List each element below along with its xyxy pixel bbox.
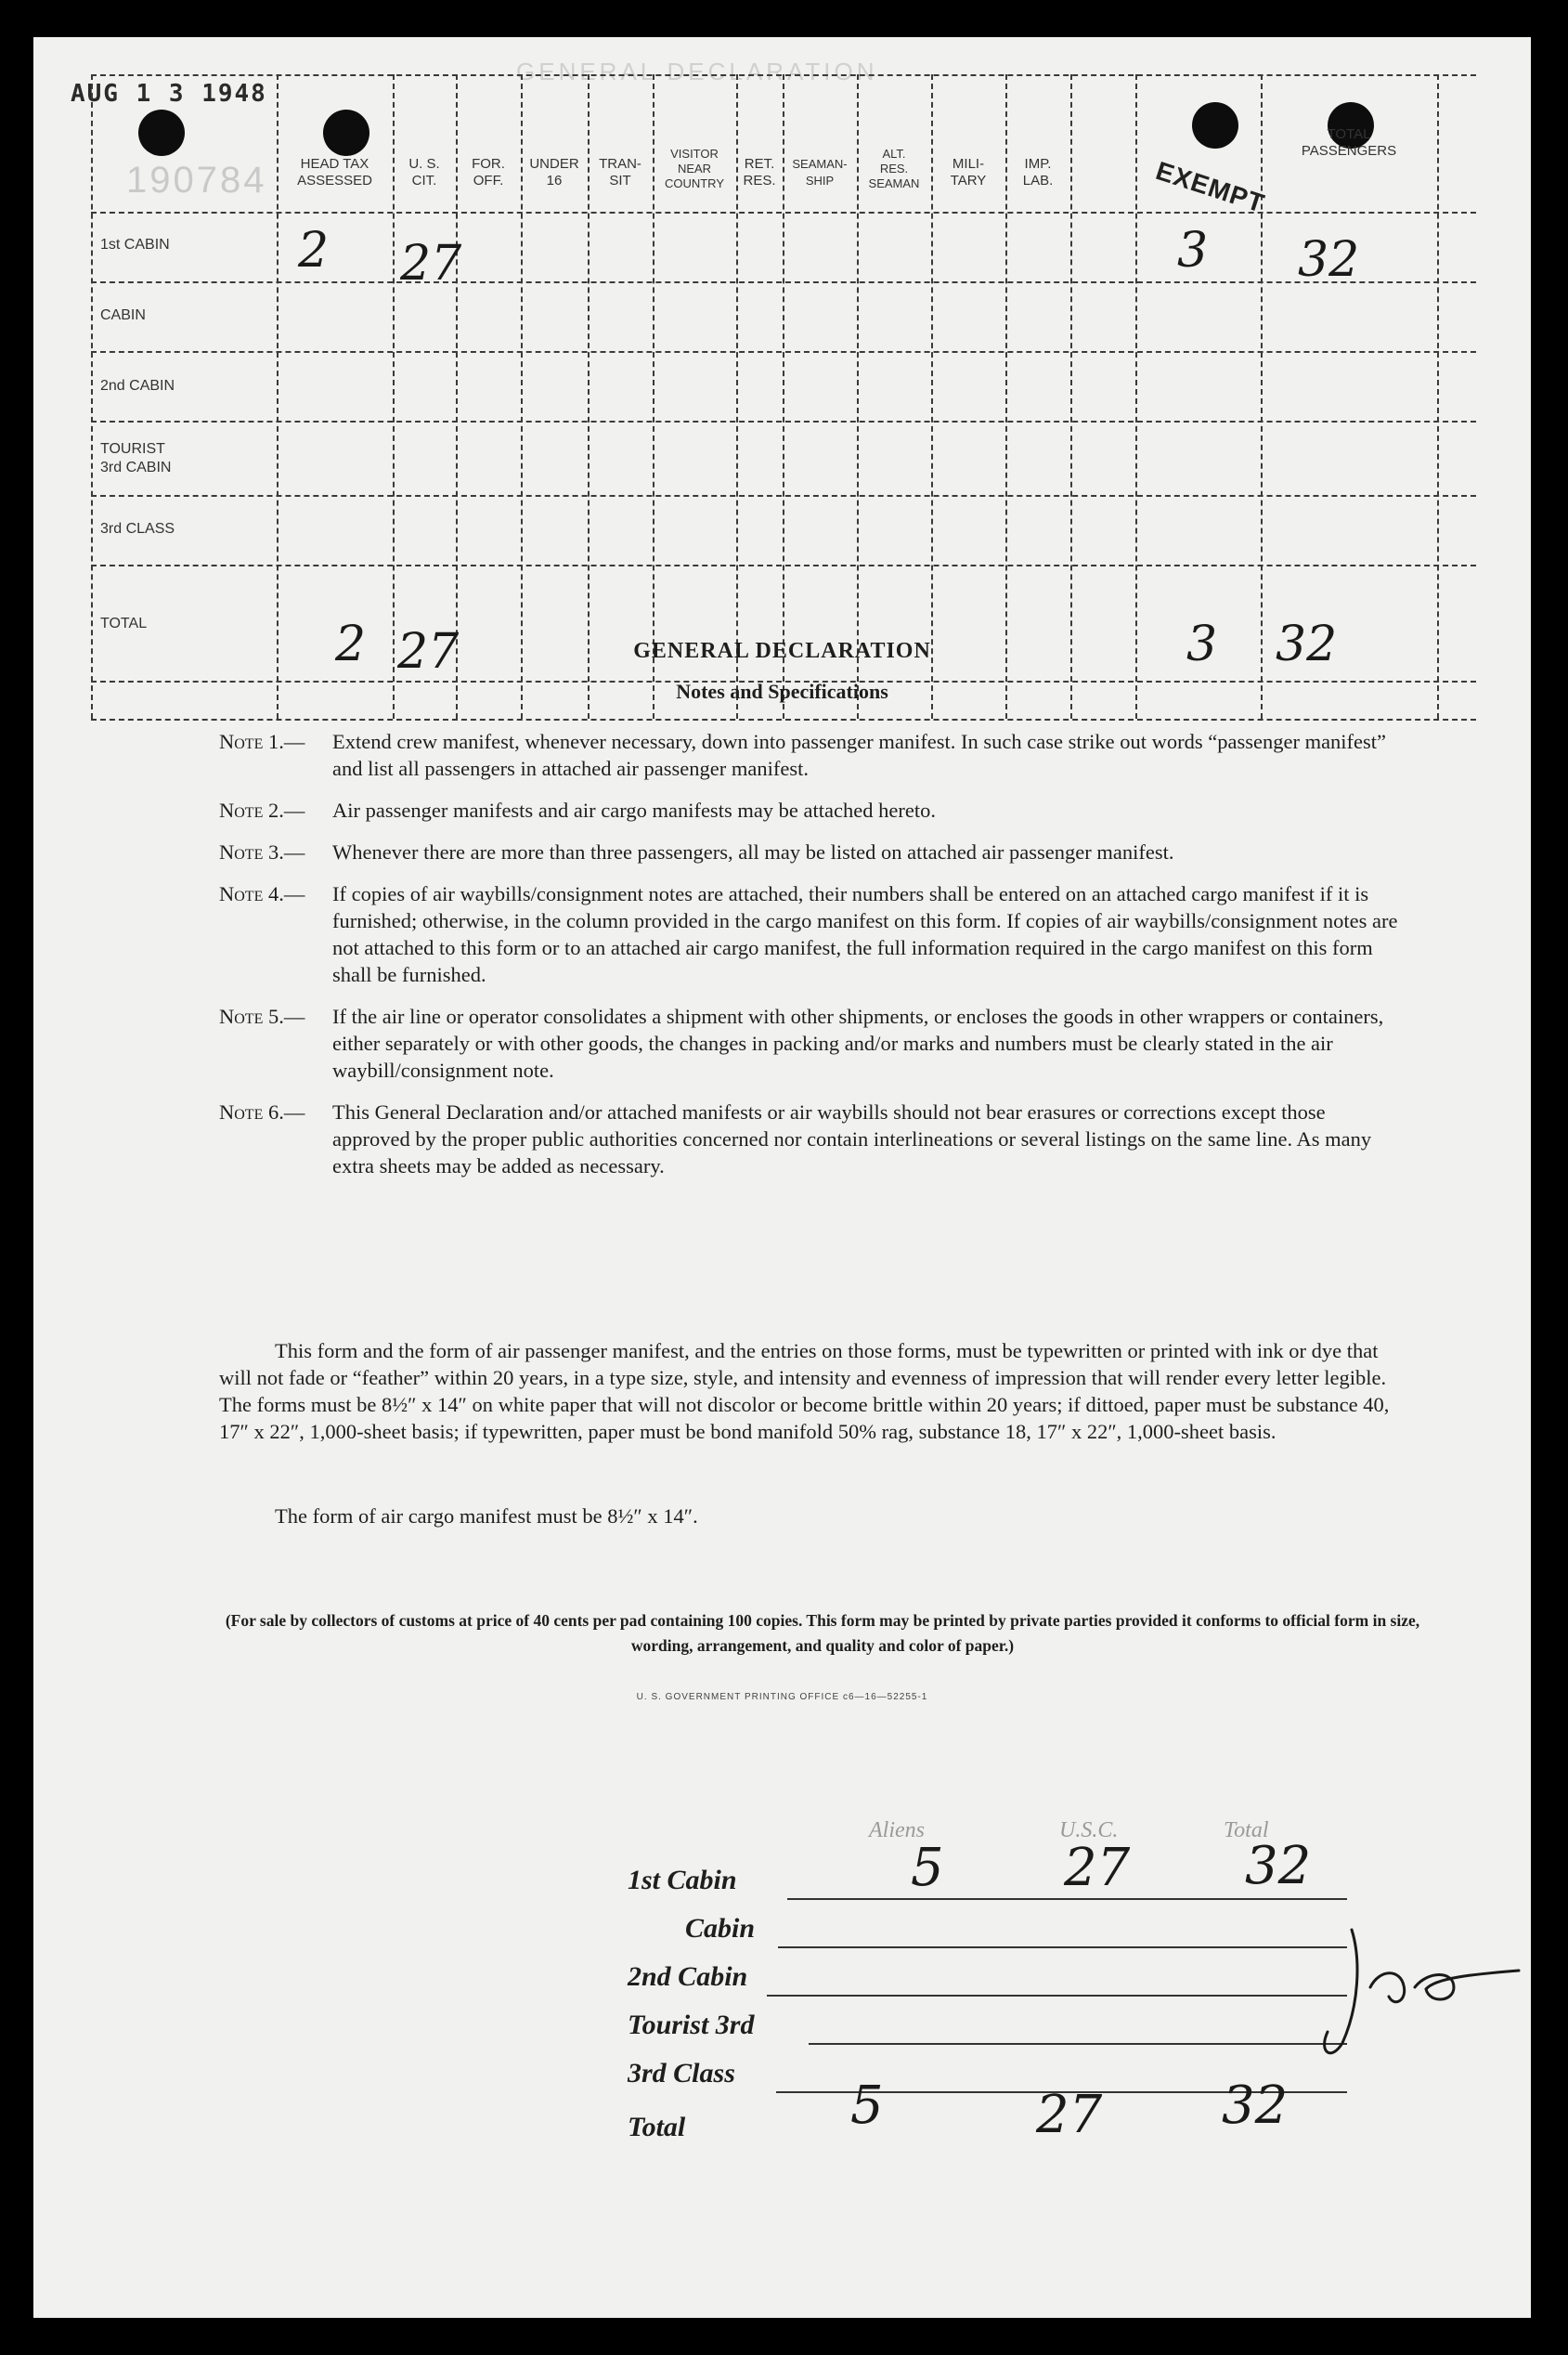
row-label-tourist-3rd-cabin: TOURIST 3rd CABIN	[100, 441, 172, 475]
cell-total-head-tax: 2	[335, 617, 367, 672]
summary-line-cabin	[778, 1946, 1347, 1948]
summary-header-usc: U.S.C.	[1059, 1818, 1119, 1842]
summary-label-1st-cabin: 1st Cabin	[628, 1865, 737, 1895]
col-alt-res-seaman: ALT. RES. SEAMAN	[868, 147, 920, 190]
summary-line-1st-cabin	[787, 1898, 1347, 1900]
row-label-1st-cabin: 1st CABIN	[100, 237, 170, 253]
summary-1st-cabin-aliens: 5	[911, 1838, 944, 1898]
note-label: Note 4.—	[219, 882, 305, 905]
cell-1st-cabin-exempt: 3	[1177, 223, 1209, 279]
notes-list	[219, 728, 1407, 1194]
summary-header-aliens: Aliens	[869, 1818, 925, 1842]
summary-total-usc: 27	[1036, 2085, 1103, 2145]
summary-total-aliens: 5	[850, 2075, 884, 2136]
col-military: MILI- TARY	[950, 156, 987, 189]
cell-1st-cabin-total: 32	[1298, 232, 1360, 288]
row-label-2nd-cabin: 2nd CABIN	[100, 378, 175, 394]
declaration-subtitle: Notes and Specifications	[676, 680, 888, 703]
note-text: Air passenger manifests and air cargo manifests may be attached hereto.	[332, 799, 936, 822]
note-text: If copies of air waybills/consignment notes are attached, their numbers shall be entered on an attached cargo manifest if it is furnished; otherwise, in the column provided in the cargo manifest on this form. If copies of air waybills/consignment notes are not attached to this form or to an attached air cargo manifest, the full information required in the cargo manifest on this form shall be furnished.	[332, 882, 1398, 986]
date-stamp: AUG 1 3 1948	[71, 80, 267, 108]
declaration-title: GENERAL DECLARATION	[633, 639, 931, 663]
note-text: This General Declaration and/or attached manifests or air waybills should not bear erasures or corrections except those approved by the proper public authorities concerned nor contain interlineations or several listings on the same line. As many extra sheets may be added as necessary.	[332, 1100, 1372, 1178]
specifications-paragraph: This form and the form of air passenger manifest, and the entries on those forms, must be typewritten or printed with ink or dye that will not fade or “feather” within 20 years, in a type size, style, and intensity and evenness of impression that will render every letter legible. The forms must be 8½″ x 14″ on white paper that will not discolor or become brittle within 20 years; if dittoed, paper must be substance 40, 17″ x 22″, 1,000-sheet basis; if typewritten, paper must be bond manifold 50% rag, substance 18, 17″ x 22″, 1,000-sheet basis.	[219, 1339, 1390, 1443]
summary-line-tourist-3rd	[809, 2043, 1347, 2045]
row-label-total: TOTAL	[100, 616, 148, 631]
cell-1st-cabin-us-cit: 27	[400, 236, 462, 292]
note-label: Note 5.—	[219, 1005, 305, 1028]
note-text: Extend crew manifest, whenever necessary, down into passenger manifest. In such case strike out words “passenger manifest” and list all passengers in attached air passenger manifest.	[332, 730, 1387, 780]
note-5	[219, 1003, 1407, 1084]
cargo-manifest-size-note: The form of air cargo manifest must be 8½″ x 14″.	[275, 1504, 698, 1528]
note-label: Note 2.—	[219, 799, 305, 822]
col-imp-lab: IMP. LAB.	[1022, 156, 1054, 189]
col-ret-res: RET. RES.	[743, 156, 776, 189]
col-for-off: FOR. OFF.	[472, 156, 505, 189]
col-exempt-stamp: EXEMPT	[1152, 156, 1269, 218]
sale-note: (For sale by collectors of customs at price of 40 cents per pad containing 100 copies. This form may be printed by private parties provided it conforms to official form in size, wording, arrangement, and quality and color of paper.)	[225, 1611, 1420, 1655]
col-total-passengers: TOTAL PASSENGERS	[1301, 126, 1397, 159]
summary-total-total: 32	[1222, 2075, 1289, 2136]
summary-1st-cabin-total: 32	[1245, 1836, 1312, 1896]
cell-total-exempt: 3	[1186, 617, 1218, 672]
summary-label-tourist-3rd: Tourist 3rd	[628, 2010, 755, 2040]
col-visitor-near-country: VISITOR NEAR COUNTRY	[664, 147, 725, 190]
summary-label-3rd-class: 3rd Class	[628, 2058, 735, 2088]
note-1	[219, 728, 1407, 782]
cell-total-total: 32	[1276, 617, 1338, 672]
note-label: Note 6.—	[219, 1100, 305, 1124]
summary-label-total: Total	[628, 2112, 686, 2142]
summary-header-total: Total	[1224, 1818, 1269, 1842]
punch-hole-left	[138, 110, 185, 156]
printing-office-line: U. S. GOVERNMENT PRINTING OFFICE c6—16—52255-1	[636, 1692, 928, 1702]
stamp-number: 190784	[126, 160, 267, 201]
note-text: Whenever there are more than three passengers, all may be listed on attached air passenger manifest.	[332, 840, 1174, 864]
summary-1st-cabin-usc: 27	[1064, 1838, 1131, 1898]
document-page	[33, 37, 1531, 2318]
punch-hole-middle-right	[1192, 102, 1238, 149]
summary-label-2nd-cabin: 2nd Cabin	[628, 1961, 748, 1992]
note-text: If the air line or operator consolidates a shipment with other shipments, or encloses the goods in other wrappers or containers, either separately or with other goods, the changes in packing and/or marks and numbers must be clearly stated in the air waybill/consignment note.	[332, 1005, 1384, 1082]
note-4	[219, 880, 1407, 988]
cell-total-us-cit: 27	[397, 624, 460, 680]
note-2	[219, 797, 1407, 824]
col-head-tax-assessed: HEAD TAX ASSESSED	[297, 156, 372, 189]
cell-1st-cabin-head-tax: 2	[298, 223, 330, 279]
note-label: Note 3.—	[219, 840, 305, 864]
col-us-cit: U. S. CIT.	[408, 156, 440, 189]
punch-hole-middle-left	[323, 110, 369, 156]
summary-label-cabin: Cabin	[685, 1913, 756, 1944]
note-6	[219, 1099, 1407, 1179]
note-label: Note 1.—	[219, 730, 305, 753]
col-under-16: UNDER 16	[529, 156, 579, 189]
summary-line-2nd-cabin	[767, 1995, 1347, 1997]
initials-signature	[1315, 1922, 1528, 2071]
row-label-cabin: CABIN	[100, 307, 146, 323]
col-transit: TRAN- SIT	[599, 156, 641, 189]
row-label-3rd-class: 3rd CLASS	[100, 521, 175, 537]
faint-header: GENERAL DECLARATION	[516, 58, 878, 85]
note-3	[219, 839, 1407, 865]
col-seamanship: SEAMAN- SHIP	[792, 157, 848, 188]
